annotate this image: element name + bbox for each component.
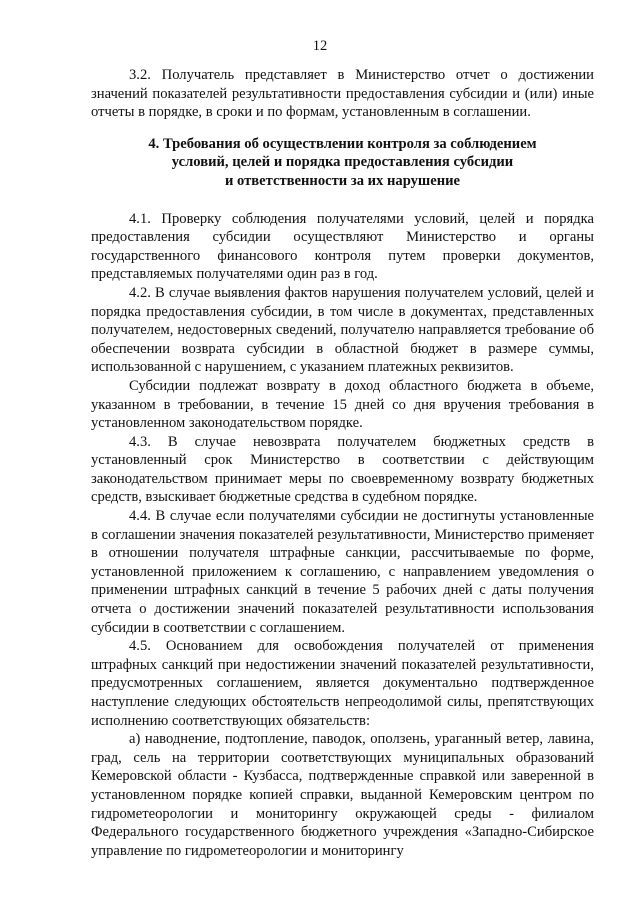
paragraph-3-2: 3.2. Получатель представляет в Министерство отчет о достижении значений показателей результативности предоставления субсидии и (или) иные отчеты в порядке, в сроки и по формам, установленным в соглашении. bbox=[91, 67, 594, 121]
paragraph-4-2-refund: Субсидии подлежат возврату в доход областного бюджета в объеме, указанном в требовании, в течение 15 дней со дня вручения требования в установленном законодательством порядке. bbox=[91, 377, 594, 432]
heading-line-3: и ответственности за их нарушение bbox=[224, 172, 461, 189]
heading-line-1: 4. Требования об осуществлении контроля за соблюдением bbox=[148, 135, 537, 152]
paragraph-4-5-a: а) наводнение, подтопление, паводок, оползень, ураганный ветер, лавина, град, сель на территории соответствующих муниципальных образований Кемеровской области - Кузбасса, подтвержденные справкой или заверенной в установленном порядке копией справки, выданной Кемеровским центром по гидрометеорологии и мониторингу окружающей среды - филиалом Федерального государственного бюджетного учреждения «Западно-Сибирское управление по гидрометеорологии и мониторингу bbox=[91, 731, 594, 859]
paragraph-4-1: 4.1. Проверку соблюдения получателями условий, целей и порядка предоставления субсидии осуществляют Министерство и органы государственного финансового контроля путем проверки документов, представляемых получателями один раз в год. bbox=[91, 210, 594, 283]
paragraph-4-4: 4.4. В случае если получателями субсидии не достигнуты установленные в соглашении значения показателей результативности, Министерство применяет в отношении получателя штрафные санкции, рассчитываемые по форме, установленной приложением к соглашению, с направлением уведомления о применении штрафных санкций в течение 5 рабочих дней с даты получения отчета о достижении значений показателей результативности использования субсидии в соответствии с соглашением. bbox=[91, 508, 594, 636]
section-4-heading bbox=[91, 135, 594, 191]
paragraph-4-5: 4.5. Основанием для освобождения получателей от применения штрафных санкций при недостижении значений показателей результативности, предусмотренных соглашением, является документально подтвержденное наступление следующих обстоятельств непреодолимой силы, препятствующих исполнению соответствующих обязательств: bbox=[91, 638, 594, 729]
heading-line-2: условий, целей и порядка предоставления субсидии bbox=[171, 154, 514, 171]
paragraph-4-2: 4.2. В случае выявления фактов нарушения получателем условий, целей и порядка предоставления субсидии, в том числе в документах, представленных получателем, недостоверных сведений, получателю направляется требование об обеспечении возврата субсидии в областной бюджет в размере суммы, использованной с нарушением, с указанием платежных реквизитов. bbox=[91, 284, 594, 376]
paragraph-4-3: 4.3. В случае невозврата получателем бюджетных средств в установленный срок Министерство в соответствии с действующим законодательством принимает меры по своевременному возврату бюджетных средств, взыскивает бюджетные средства в судебном порядке. bbox=[91, 433, 594, 506]
page-number: 12 bbox=[312, 38, 328, 54]
document-body bbox=[91, 66, 594, 860]
